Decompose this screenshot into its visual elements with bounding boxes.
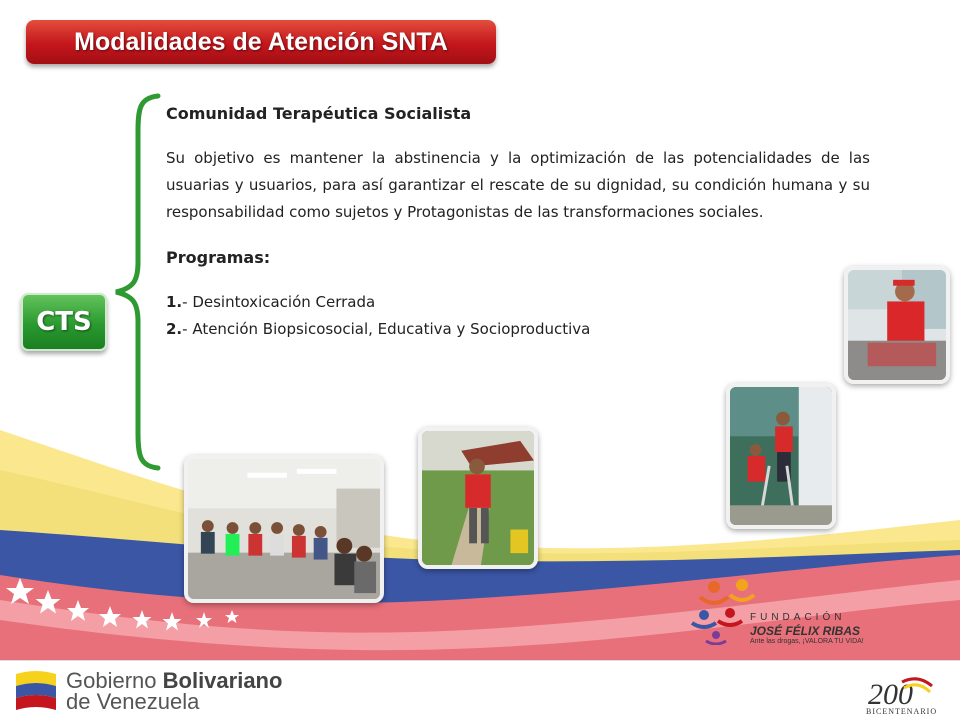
photo-man-at-table — [844, 266, 950, 384]
content-block — [166, 104, 870, 343]
title-banner — [26, 20, 496, 64]
section-heading: Comunidad Terapéutica Socialista — [166, 104, 472, 123]
program-text: - Desintoxicación Cerrada — [182, 293, 376, 311]
program-item-1 — [166, 289, 870, 316]
program-number: 1. — [166, 293, 183, 311]
venezuela-flag-icon — [12, 668, 60, 712]
gobierno-bolivariano-logo — [66, 670, 282, 712]
fundacion-slogan: Ante las drogas, ¡VALORA TU VIDA! — [750, 638, 864, 645]
fundacion-label: FUNDACIÓN — [750, 612, 846, 623]
page-title: Modalidades de Atención SNTA — [74, 27, 448, 56]
bicentenario-label: BICENTENARIO — [866, 707, 938, 716]
program-text: - Atención Biopsicosocial, Educativa y Socioproductiva — [182, 320, 591, 338]
photo-man-walking — [418, 427, 538, 569]
gob-line1-b: Bolivariano — [162, 668, 283, 693]
objective-paragraph: Su objetivo es mantener la abstinencia y la optimización de las potencialidades de las usuarias y usuarios, para así garantizar el rescate de su dignidad, su condición humana y su responsabilidad como sujetos y Protagonistas de las transformaciones sociales. — [166, 149, 870, 221]
curly-brace — [110, 92, 170, 472]
cts-button — [21, 293, 107, 351]
svg-text:200: 200 — [868, 678, 913, 711]
photo-group-meeting — [184, 455, 384, 603]
programas-heading: Programas: — [166, 248, 271, 267]
program-item-2 — [166, 316, 870, 343]
fundacion-name: JOSÉ FÉLIX RIBAS — [750, 624, 861, 638]
photo-man-on-ladder — [726, 383, 836, 529]
cts-label: CTS — [36, 307, 92, 337]
gob-line1-a: Gobierno — [66, 668, 163, 693]
gob-line2: de Venezuela — [66, 689, 200, 714]
program-number: 2. — [166, 320, 183, 338]
